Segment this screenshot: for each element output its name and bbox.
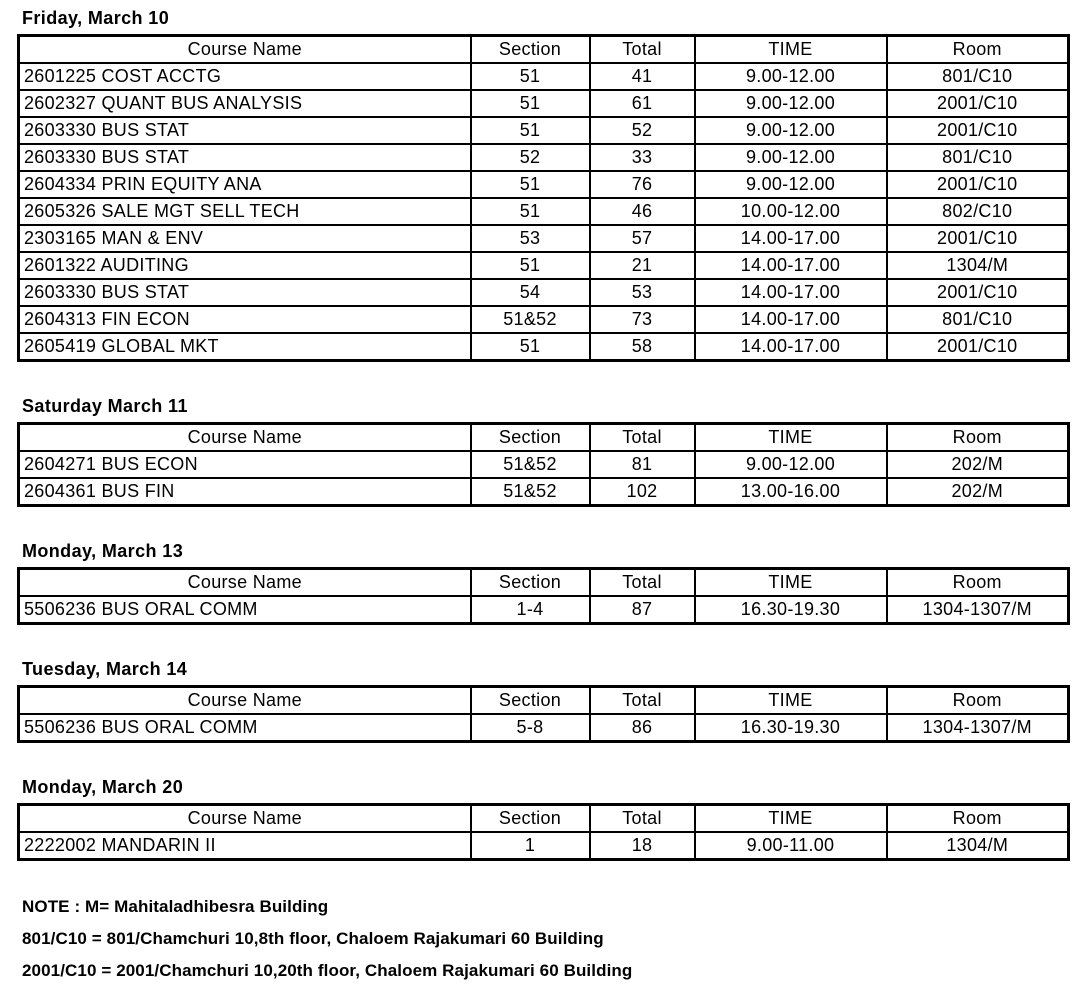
table-row	[19, 279, 1069, 306]
cell-room: 202/M	[887, 451, 1069, 478]
col-header-section: Section	[471, 36, 590, 64]
cell-course-name: 5506236 BUS ORAL COMM	[19, 714, 471, 742]
cell-time: 9.00-12.00	[695, 144, 887, 171]
col-header-room: Room	[887, 687, 1069, 715]
cell-course-name: 2222002 MANDARIN II	[19, 832, 471, 860]
cell-room: 1304-1307/M	[887, 714, 1069, 742]
note-line: 2001/C10 = 2001/Chamchuri 10,20th floor, Chaloem Rajakumari 60 Building	[22, 961, 633, 980]
cell-time: 16.30-19.30	[695, 714, 887, 742]
col-header-course-name: Course Name	[19, 687, 471, 715]
cell-course-name: 2603330 BUS STAT	[19, 279, 471, 306]
cell-course-name: 2604361 BUS FIN	[19, 478, 471, 506]
day-heading: Monday, March 20	[22, 777, 184, 797]
cell-time: 9.00-12.00	[695, 117, 887, 144]
table-row	[19, 596, 1069, 624]
col-header-course-name: Course Name	[19, 36, 471, 64]
cell-room: 2001/C10	[887, 333, 1069, 361]
cell-course-name: 2604271 BUS ECON	[19, 451, 471, 478]
cell-total: 21	[590, 252, 695, 279]
header-row	[19, 424, 1069, 452]
cell-total: 87	[590, 596, 695, 624]
note-line: 801/C10 = 801/Chamchuri 10,8th floor, Chaloem Rajakumari 60 Building	[22, 929, 604, 948]
day-heading: Monday, March 13	[22, 541, 184, 561]
exam-table	[17, 34, 1070, 362]
cell-time: 10.00-12.00	[695, 198, 887, 225]
cell-course-name: 2605419 GLOBAL MKT	[19, 333, 471, 361]
cell-room: 2001/C10	[887, 117, 1069, 144]
col-header-room: Room	[887, 569, 1069, 597]
exam-table	[17, 803, 1070, 861]
cell-section: 51	[471, 63, 590, 90]
table-row	[19, 171, 1069, 198]
table-row	[19, 306, 1069, 333]
table-row	[19, 478, 1069, 506]
cell-course-name: 2603330 BUS STAT	[19, 117, 471, 144]
header-row	[19, 569, 1069, 597]
cell-time: 14.00-17.00	[695, 279, 887, 306]
col-header-total: Total	[590, 687, 695, 715]
exam-table	[17, 422, 1070, 507]
cell-section: 51	[471, 252, 590, 279]
notes-block	[22, 891, 1083, 987]
col-header-total: Total	[590, 424, 695, 452]
table-row	[19, 225, 1069, 252]
cell-time: 14.00-17.00	[695, 225, 887, 252]
exam-day-section	[0, 775, 1083, 861]
cell-total: 57	[590, 225, 695, 252]
cell-section: 51&52	[471, 451, 590, 478]
col-header-total: Total	[590, 805, 695, 833]
exam-day-section	[0, 6, 1083, 362]
cell-course-name: 2303165 MAN & ENV	[19, 225, 471, 252]
col-header-course-name: Course Name	[19, 569, 471, 597]
cell-course-name: 2604334 PRIN EQUITY ANA	[19, 171, 471, 198]
col-header-section: Section	[471, 687, 590, 715]
cell-section: 53	[471, 225, 590, 252]
cell-total: 41	[590, 63, 695, 90]
cell-total: 18	[590, 832, 695, 860]
col-header-total: Total	[590, 569, 695, 597]
col-header-course-name: Course Name	[19, 424, 471, 452]
col-header-room: Room	[887, 36, 1069, 64]
cell-course-name: 2603330 BUS STAT	[19, 144, 471, 171]
cell-time: 16.30-19.30	[695, 596, 887, 624]
cell-room: 2001/C10	[887, 90, 1069, 117]
col-header-time: TIME	[695, 687, 887, 715]
cell-course-name: 5506236 BUS ORAL COMM	[19, 596, 471, 624]
cell-course-name: 2602327 QUANT BUS ANALYSIS	[19, 90, 471, 117]
table-row	[19, 198, 1069, 225]
cell-total: 46	[590, 198, 695, 225]
day-heading: Saturday March 11	[22, 396, 188, 416]
cell-section: 51	[471, 198, 590, 225]
day-heading: Friday, March 10	[22, 8, 170, 28]
header-row	[19, 687, 1069, 715]
col-header-section: Section	[471, 569, 590, 597]
table-row	[19, 333, 1069, 361]
cell-section: 51&52	[471, 306, 590, 333]
cell-section: 51	[471, 90, 590, 117]
col-header-total: Total	[590, 36, 695, 64]
cell-time: 9.00-12.00	[695, 63, 887, 90]
col-header-time: TIME	[695, 424, 887, 452]
cell-time: 9.00-12.00	[695, 451, 887, 478]
cell-total: 73	[590, 306, 695, 333]
exam-day-section	[0, 394, 1083, 507]
cell-course-name: 2604313 FIN ECON	[19, 306, 471, 333]
cell-section: 1-4	[471, 596, 590, 624]
cell-total: 61	[590, 90, 695, 117]
cell-total: 33	[590, 144, 695, 171]
cell-section: 54	[471, 279, 590, 306]
cell-room: 802/C10	[887, 198, 1069, 225]
cell-total: 53	[590, 279, 695, 306]
cell-section: 52	[471, 144, 590, 171]
table-row	[19, 714, 1069, 742]
cell-total: 81	[590, 451, 695, 478]
table-row	[19, 832, 1069, 860]
cell-time: 14.00-17.00	[695, 333, 887, 361]
cell-room: 2001/C10	[887, 279, 1069, 306]
col-header-room: Room	[887, 424, 1069, 452]
header-row	[19, 36, 1069, 64]
cell-room: 801/C10	[887, 306, 1069, 333]
cell-section: 51&52	[471, 478, 590, 506]
cell-total: 58	[590, 333, 695, 361]
cell-course-name: 2601225 COST ACCTG	[19, 63, 471, 90]
cell-room: 801/C10	[887, 144, 1069, 171]
cell-section: 51	[471, 333, 590, 361]
col-header-section: Section	[471, 805, 590, 833]
cell-time: 9.00-12.00	[695, 90, 887, 117]
col-header-room: Room	[887, 805, 1069, 833]
col-header-section: Section	[471, 424, 590, 452]
cell-time: 14.00-17.00	[695, 252, 887, 279]
cell-room: 2001/C10	[887, 171, 1069, 198]
cell-time: 9.00-11.00	[695, 832, 887, 860]
cell-section: 5-8	[471, 714, 590, 742]
table-row	[19, 90, 1069, 117]
note-line: NOTE : M= Mahitaladhibesra Building	[22, 897, 329, 916]
cell-total: 52	[590, 117, 695, 144]
cell-total: 86	[590, 714, 695, 742]
col-header-time: TIME	[695, 805, 887, 833]
cell-time: 13.00-16.00	[695, 478, 887, 506]
exam-table	[17, 685, 1070, 743]
col-header-time: TIME	[695, 569, 887, 597]
day-heading: Tuesday, March 14	[22, 659, 188, 679]
table-row	[19, 451, 1069, 478]
cell-course-name: 2605326 SALE MGT SELL TECH	[19, 198, 471, 225]
cell-room: 2001/C10	[887, 225, 1069, 252]
cell-room: 1304/M	[887, 832, 1069, 860]
table-row	[19, 63, 1069, 90]
cell-room: 1304/M	[887, 252, 1069, 279]
exam-table	[17, 567, 1070, 625]
cell-time: 14.00-17.00	[695, 306, 887, 333]
cell-course-name: 2601322 AUDITING	[19, 252, 471, 279]
cell-time: 9.00-12.00	[695, 171, 887, 198]
table-row	[19, 252, 1069, 279]
cell-section: 1	[471, 832, 590, 860]
cell-total: 76	[590, 171, 695, 198]
cell-section: 51	[471, 171, 590, 198]
col-header-course-name: Course Name	[19, 805, 471, 833]
exam-day-section	[0, 539, 1083, 625]
table-row	[19, 117, 1069, 144]
cell-section: 51	[471, 117, 590, 144]
col-header-time: TIME	[695, 36, 887, 64]
cell-room: 1304-1307/M	[887, 596, 1069, 624]
table-row	[19, 144, 1069, 171]
exam-day-section	[0, 657, 1083, 743]
cell-room: 801/C10	[887, 63, 1069, 90]
header-row	[19, 805, 1069, 833]
cell-total: 102	[590, 478, 695, 506]
cell-room: 202/M	[887, 478, 1069, 506]
